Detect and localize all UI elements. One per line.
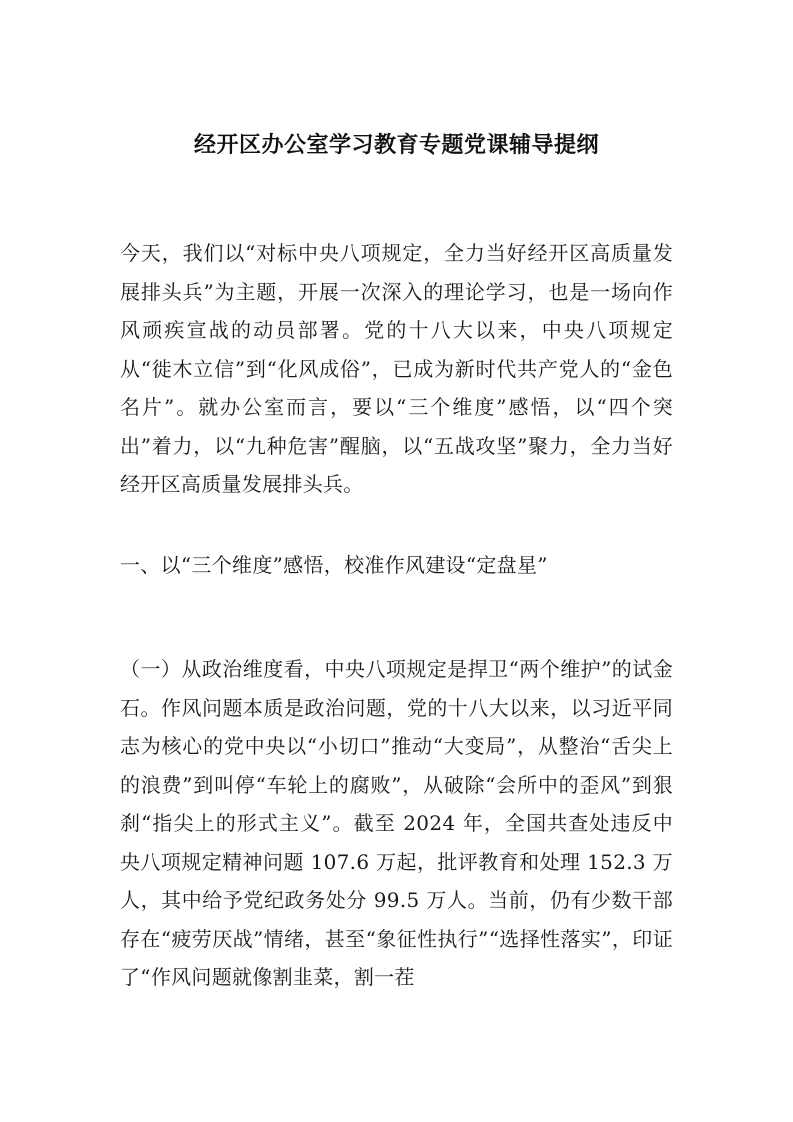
section-heading: 一、以“三个维度”感悟，校准作风建设“定盘星” [120,553,548,577]
intro-paragraph: 今天，我们以“对标中央八项规定，全力当好经开区高质量发展排头兵”为主题，开展一次深入的理论学习，也是一场向作风顽疾宣战的动员部署。党的十八大以来，中央八项规定从“徙木立信”到“化风成俗”，已成为新时代共产党人的“金色名片”。就办公室而言，要以“三个维度”感悟，以“四个突出”着力，以“九种危害”醒脑，以“五战攻坚”聚力，全力当好经开区高质量发展排头兵。 [120,241,673,496]
document-title: 经开区办公室学习教育专题党课辅导提纲 [193,132,599,158]
section-paragraph: （一）从政治维度看，中央八项规定是捍卫“两个维护”的试金石。作风问题本质是政治问题，党的十八大以来，以习近平同志为核心的党中央以“小切口”推动“大变局”，从整治“舌尖上的浪费”到叫停“车轮上的腐败”，从破除“会所中的歪风”到狠刹“指尖上的形式主义”。截至 2024 年，全国共查处违反中央八项规定精神问题 107.6 万起，批评教育和处理 152.3 万人，其中给予党纪政务处分 99.5 万人。当前，仍有少数干部存在“疲劳厌战”情绪，甚至“象征性执行”“选择性落实”，印证了“作风问题就像割韭菜，割一茬 [120,657,673,989]
